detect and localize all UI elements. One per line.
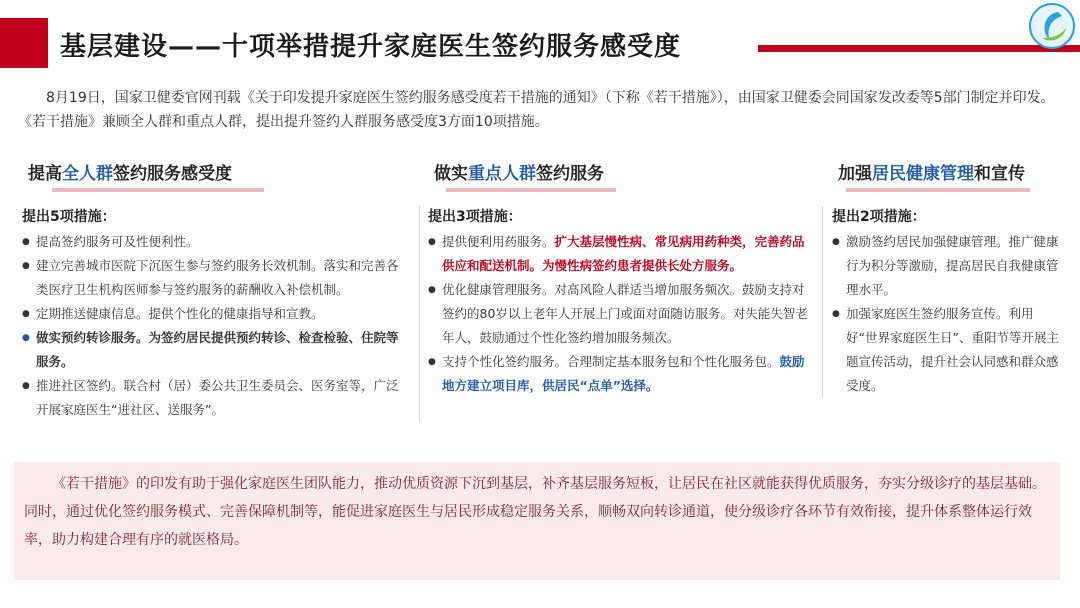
column-heading: 提高全人群签约服务感受度	[28, 164, 232, 184]
measure-list	[22, 230, 407, 422]
intro-paragraph: 8月19日，国家卫健委官网刊载《关于印发提升家庭医生签约服务感受度若干措施的通知》（下称《若干措施》），由国家卫健委会同国家发改委等5部门制定并印发。《若干措施》兼顾全人群和重点人群，提出提升签约人群服务感受度3方面10项措施。	[18, 90, 1055, 130]
measure-list	[428, 230, 814, 398]
list-item: ● 支持个性化签约服务。合理制定基本服务包和个性化服务包。鼓励地方建立项目库，供居民“点单”选择。	[428, 350, 814, 398]
list-item: ● 优化健康管理服务。对高风险人群适当增加服务频次。鼓励支持对签约的80岁以上老年人开展上门或面对面随访服务。对失能失智老年人，鼓励通过个性化签约增加服务频次。	[428, 278, 814, 350]
title-accent-block	[0, 18, 48, 68]
list-item: ● 提高签约服务可及性便利性。	[22, 230, 407, 254]
list-item: ● 建立完善城市医院下沉医生参与签约服务长效机制。落实和完善各类医疗卫生机构医师参与签约服务的薪酬收入补偿机制。	[22, 254, 407, 302]
measure-count: 提出5项措施：	[22, 209, 116, 225]
heading-underline	[446, 188, 616, 192]
summary-text: 《若干措施》的印发有助于强化家庭医生团队能力，推动优质资源下沉到基层，补齐基层服务短板，让居民在社区就能获得优质服务，夯实分级诊疗的基层基础。同时，通过优化签约服务模式、完善保障机制等，能促进家庭医生与居民形成稳定服务关系，顺畅双向转诊通道，使分级诊疗各环节有效衔接，提升体系整体运行效率，助力构建合理有序的就医格局。	[24, 476, 1046, 548]
column-body	[832, 206, 1060, 398]
measure-count: 提出2项措施：	[832, 209, 926, 225]
column-body	[428, 206, 823, 398]
list-item: ● 提供便利用药服务。扩大基层慢性病、常见病用药种类，完善药品供应和配送机制。为慢性病签约患者提供长处方服务。	[428, 230, 814, 278]
column-key-population	[428, 160, 823, 398]
summary-box	[14, 462, 1060, 580]
heading-underline	[52, 188, 264, 192]
list-item: ● 加强家庭医生签约服务宣传。利用好“世界家庭医生日”、重阳节等开展主题宣传活动，提升社会认同感和群众感受度。	[832, 302, 1060, 398]
brand-logo-icon	[1028, 2, 1076, 50]
list-item-highlighted: ● 做实预约转诊服务。为签约居民提供预约转诊、检查检验、住院等服务。	[22, 326, 407, 374]
column-all-population	[22, 160, 420, 422]
heading-underline	[846, 188, 1030, 192]
column-heading: 加强居民健康管理和宣传	[838, 164, 1025, 184]
page-title: 基层建设——十项举措提升家庭医生签约服务感受度	[60, 32, 682, 62]
column-body	[22, 206, 420, 422]
measure-count: 提出3项措施：	[428, 209, 522, 225]
list-item: ● 激励签约居民加强健康管理。推广健康行为积分等激励，提高居民自我健康管理水平。	[832, 230, 1060, 302]
column-health-management	[832, 160, 1060, 398]
measure-list	[832, 230, 1060, 398]
list-item: ● 定期推送健康信息。提供个性化的健康指导和宣教。	[22, 302, 407, 326]
column-heading: 做实重点人群签约服务	[434, 164, 604, 184]
list-item: ● 推进社区签约。联合村（居）委公共卫生委员会、医务室等，广泛开展家庭医生“进社区、送服务”。	[22, 374, 407, 422]
